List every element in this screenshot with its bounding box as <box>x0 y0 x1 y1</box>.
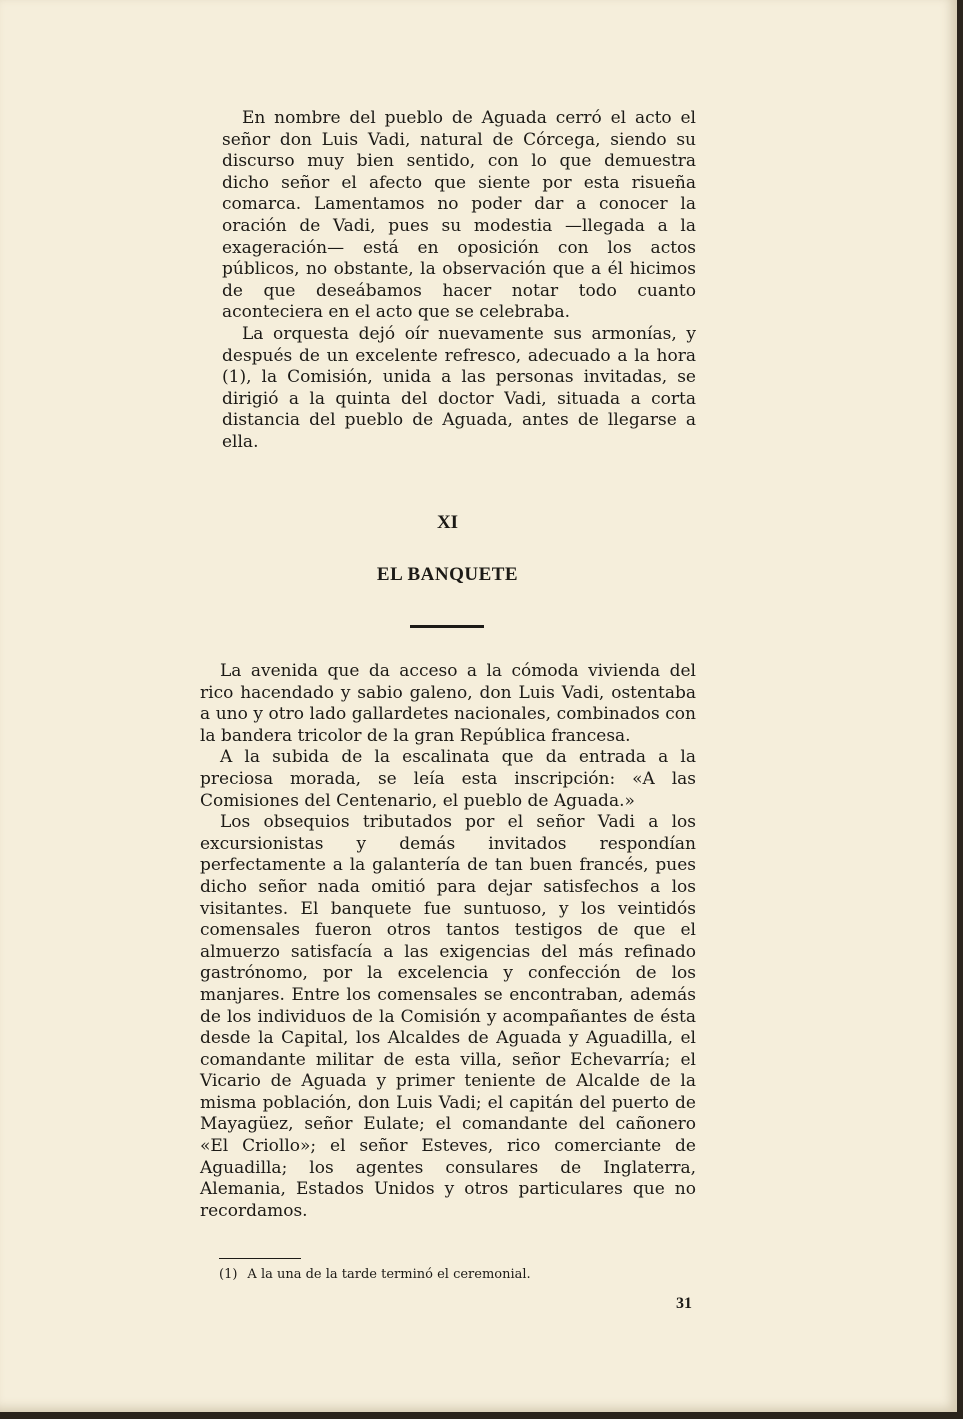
paragraph: A la subida de la escalinata que da entrada a la preciosa morada, se leía esta inscripción: «A las Comisiones del Centenario, el pueblo de Aguada.» <box>200 747 696 811</box>
footnote-ref: (1) <box>219 1267 238 1282</box>
paragraph: En nombre del pueblo de Aguada cerró el acto el señor don Luis Vadi, natural de Córcega, siendo su discurso muy bien sentido, con lo que demuestra dicho señor el afecto que siente por esta risueña comarca. Lamentamos no poder dar a conocer la oración de Vadi, pues su modestia —llegada a la exageración— está en oposición con los actos públicos, no obstante, la observación que a él hicimos de que deseábamos hacer notar todo cuanto aconteciera en el acto que se celebraba. <box>222 108 696 323</box>
footnote-text: A la una de la tarde terminó el ceremonial. <box>247 1267 531 1282</box>
footnote-divider <box>219 1258 301 1259</box>
paragraph: La orquesta dejó oír nuevamente sus armonías, y después de un excelente refresco, adecuado a la hora (1), la Comisión, unida a las personas invitadas, se dirigió a la quinta del doctor Vadi, situada a corta distancia del pueblo de Aguada, antes de llegarse a ella. <box>222 323 696 452</box>
chapter-number: XI <box>436 512 459 533</box>
paragraph: Los obsequios tributados por el señor Vadi a los excursionistas y demás invitados respondían perfectamente a la galantería de tan buen francés, pues dicho señor nada omitió para dejar satisfechos a los visitantes. El banquete fue suntuoso, y los veintidós comensales fueron otros tantos testigos de que el almuerzo satisfacía a las exigencias del más refinado gastrónomo, por la excelencia y confección de los manjares. Entre los comensales se encontraban, además de los individuos de la Comisión y acompañantes de ésta desde la Capital, los Alcaldes de Aguada y Aguadilla, el comandante militar de esta villa, señor Echevarría; el Vicario de Aguada y primer teniente de Alcalde de la misma población, don Luis Vadi; el capitán del puerto de Mayagüez, señor Eulate; el comandante del cañonero «El Criollo»; el señor Esteves, rico comerciante de Aguadilla; los agentes consulares de Inglaterra, Alemania, Estados Unidos y otros particulares que no recordamos. <box>200 812 696 1221</box>
bottom-text-block <box>200 661 696 1222</box>
footnote <box>219 1267 531 1282</box>
top-text-block <box>222 108 696 454</box>
paragraph: La avenida que da acceso a la cómoda vivienda del rico hacendado y sabio galeno, don Luis Vadi, ostentaba a uno y otro lado gallardetes nacionales, combinados con la bandera tricolor de la gran República francesa. <box>200 661 696 746</box>
page-number: 31 <box>676 1295 692 1312</box>
title-divider <box>410 625 484 628</box>
chapter-title: EL BANQUETE <box>376 564 519 585</box>
